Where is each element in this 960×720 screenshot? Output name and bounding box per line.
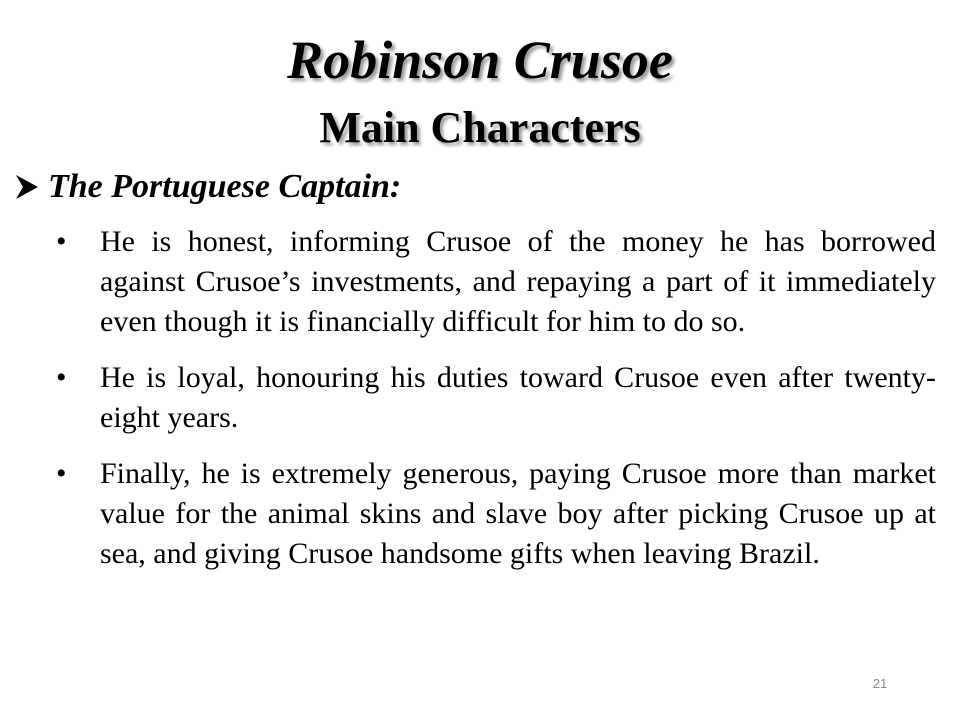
bullet-item: [56, 454, 936, 574]
bullet-text: He is loyal, honouring his duties toward Crusoe even after twenty-eight years.: [100, 361, 936, 434]
bullet-item: [56, 222, 936, 342]
section-heading: [14, 164, 934, 210]
page-number: 21: [872, 676, 888, 691]
bullet-marker: •: [56, 225, 67, 258]
bullet-text: He is honest, informing Crusoe of the money he has borrowed against Crusoe’s investments, and repaying a part of it immediately even though it is financially difficult for him to do so.: [100, 225, 936, 338]
arrow-bullet-icon: [14, 167, 42, 207]
bullet-marker: •: [56, 361, 67, 394]
bullet-list: [56, 222, 936, 590]
slide-title: Robinson Crusoe: [287, 30, 673, 90]
bullet-text: Finally, he is extremely generous, paying Crusoe more than market value for the animal skins and slave boy after picking Crusoe up at sea, and giving Crusoe handsome gifts when leaving Brazil.: [100, 457, 936, 570]
bullet-marker: •: [56, 457, 67, 490]
bullet-item: [56, 358, 936, 438]
section-heading-text: The Portuguese Captain:: [48, 168, 402, 205]
slide-subtitle: Main Characters: [319, 103, 641, 152]
